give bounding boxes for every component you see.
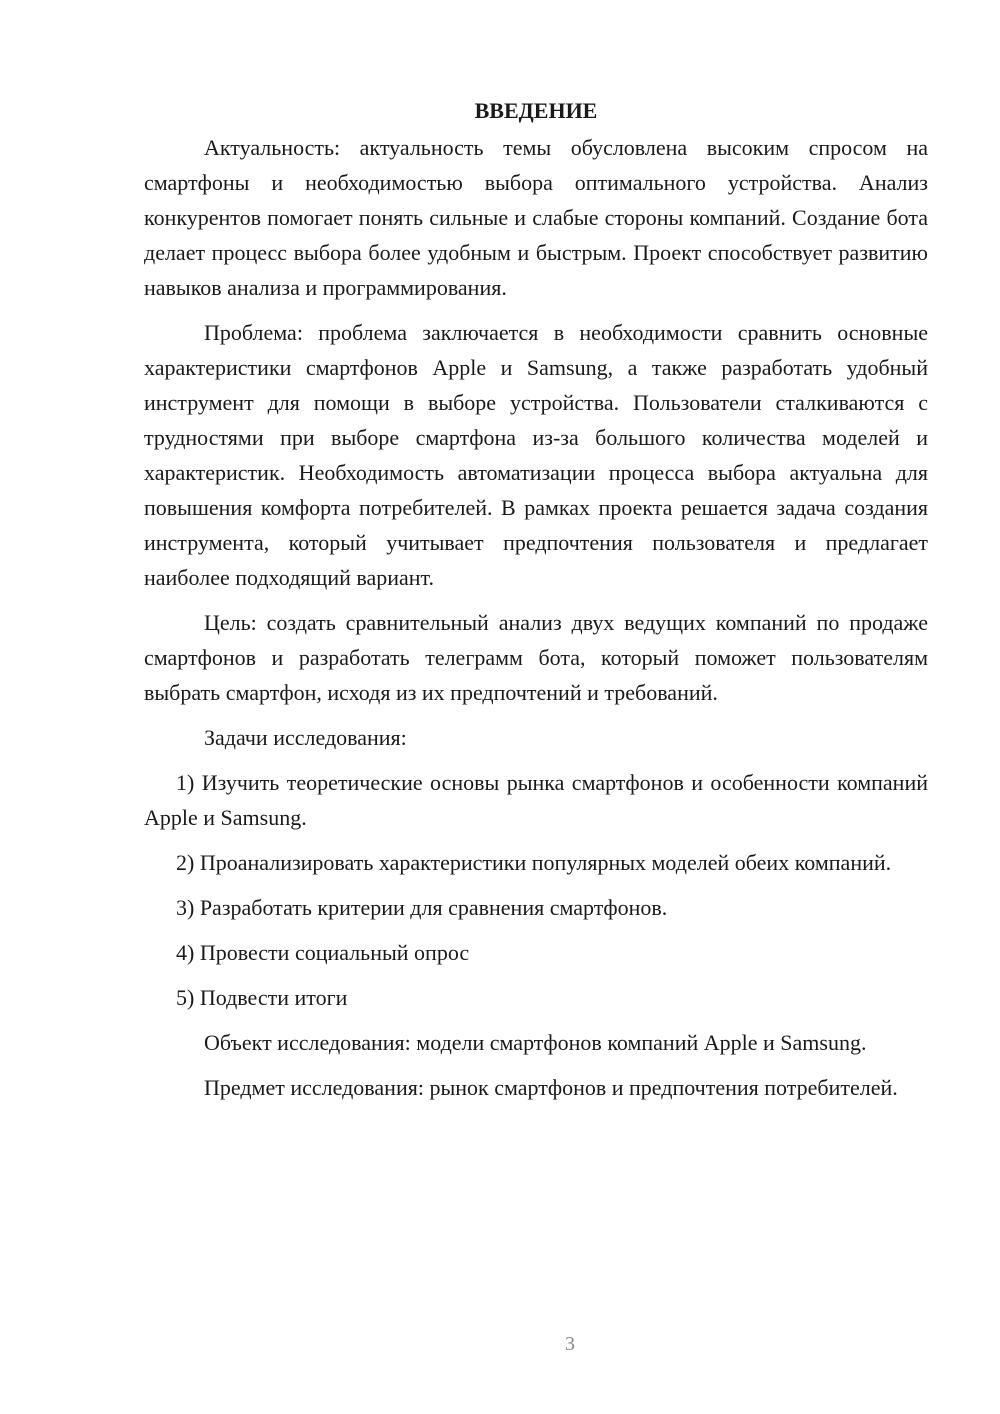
task-item-1: 1) Изучить теоретические основы рынка смартфонов и особенности компаний Apple и Samsung. (144, 770, 928, 830)
object-paragraph: Объект исследования: модели смартфонов компаний Apple и Samsung. (204, 1030, 867, 1055)
tasks-heading: Задачи исследования: (204, 725, 407, 750)
task-item-5: 5) Подвести итоги (176, 985, 348, 1010)
task-item-4: 4) Провести социальный опрос (176, 940, 470, 965)
subject-paragraph: Предмет исследования: рынок смартфонов и предпочтения потребителей. (204, 1075, 898, 1100)
task-item-3: 3) Разработать критерии для сравнения смартфонов. (176, 895, 668, 920)
section-title: ВВЕДЕНИЕ (474, 98, 598, 123)
page-content (144, 96, 928, 1115)
problem-paragraph: Проблема: проблема заключается в необходимости сравнить основные характеристики смартфонов Apple и Samsung, а также разработать удобный инструмент для помощи в выборе устройства. Пользователи сталкиваются с трудностями при выборе смартфона из-за большого количества моделей и характеристик. Необходимость автоматизации процесса выбора актуальна для повышения комфорта потребителей. В рамках проекта решается задача создания инструмента, который учитывает предпочтения пользователя и предлагает наиболее подходящий вариант. (144, 320, 928, 590)
page-number: 3 (565, 1333, 575, 1355)
relevance-paragraph: Актуальность: актуальность темы обусловлена высоким спросом на смартфоны и необходимостью выбора оптимального устройства. Анализ конкурентов помогает понять сильные и слабые стороны компаний. Создание бота делает процесс выбора более удобным и быстрым. Проект способствует развитию навыков анализа и программирования. (144, 135, 928, 300)
task-item-2: 2) Проанализировать характеристики популярных моделей обеих компаний. (176, 850, 892, 875)
goal-paragraph: Цель: создать сравнительный анализ двух ведущих компаний по продаже смартфонов и разработать телеграмм бота, который поможет пользователям выбрать смартфон, исходя из их предпочтений и требований. (144, 610, 928, 705)
